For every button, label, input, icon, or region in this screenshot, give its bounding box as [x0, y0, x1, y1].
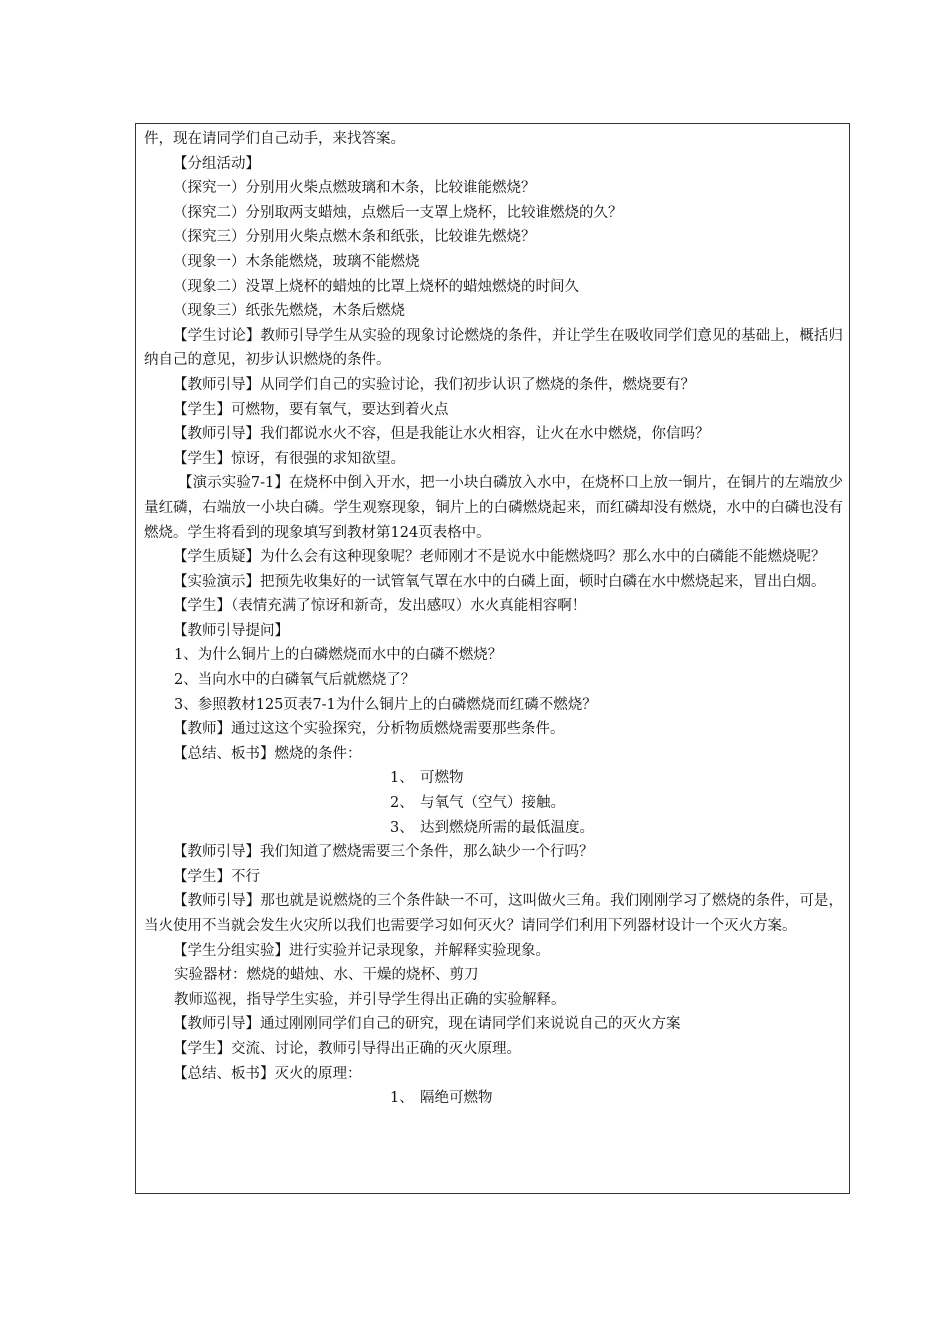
paragraph: 【教师引导】那也就是说燃烧的三个条件缺一不可，这叫做火三角。我们刚刚学习了燃烧的条件，可是，当火使用不当就会发生火灾所以我们也需要学习如何灭火？请同学们利用下列器材设计一个灭火方案。 — [144, 893, 843, 934]
text-line: 【学生】（表情充满了惊讶和新奇，发出感叹）水火真能相容啊！ — [173, 598, 587, 615]
text-line: 实验器材：燃烧的蜡烛、水、干燥的烧杯、剪刀 — [174, 967, 479, 984]
text-line: 【学生】可燃物，要有氧气，要达到着火点 — [173, 401, 449, 418]
text-line: （现象三）纸张先燃烧，木条后燃烧 — [173, 303, 405, 320]
item-number: 2、 — [390, 795, 414, 812]
item-text: 与氧气（空气）接触。 — [420, 795, 565, 812]
text-line: 【总结、板书】灭火的原理： — [173, 1065, 362, 1082]
text-line: 【分组活动】 — [173, 155, 260, 172]
item-number: 1、 — [390, 1090, 414, 1107]
item-number: 1、 — [390, 770, 414, 787]
text-line: （探究一）分别用火柴点燃玻璃和木条，比较谁能燃烧？ — [173, 180, 536, 197]
text-line: 【学生】不行 — [173, 868, 260, 885]
document-body — [144, 127, 843, 1111]
text-line: 3、参照教材125页表7-1为什么铜片上的白磷燃烧而红磷不燃烧？ — [174, 696, 597, 713]
text-line: 2、当向水中的白磷氧气后就燃烧了？ — [174, 672, 416, 689]
numbered-item — [144, 766, 843, 791]
item-text: 隔绝可燃物 — [420, 1090, 493, 1107]
text-line: 【学生】惊讶，有很强的求知欲望。 — [173, 450, 405, 467]
text-line: 【教师】通过这这个实验探究，分析物质燃烧需要那些条件。 — [173, 721, 565, 738]
text-line: （现象二）没罩上烧杯的蜡烛的比罩上烧杯的蜡烛燃烧的时间久 — [173, 278, 579, 295]
text-line: 【学生分组实验】进行实验并记录现象，并解释实验现象。 — [173, 942, 550, 959]
numbered-item — [144, 791, 843, 816]
item-number: 3、 — [390, 819, 414, 836]
numbered-item — [144, 1086, 843, 1111]
text-line: 【学生】交流、讨论，教师引导得出正确的灭火原理。 — [173, 1040, 521, 1057]
text-line: （探究二）分别取两支蜡烛，点燃后一支罩上烧杯，比较谁燃烧的久？ — [173, 204, 623, 221]
text-line: 【教师引导】从同学们自己的实验讨论，我们初步认识了燃烧的条件，燃烧要有？ — [173, 376, 695, 393]
text-line: 【总结、板书】燃烧的条件： — [173, 745, 362, 762]
paragraph: 【实验演示】把预先收集好的一试管氧气罩在水中的白磷上面，顿时白磷在水中燃烧起来，冒出白烟。 — [173, 573, 826, 590]
text-line: （现象一）木条能燃烧，玻璃不能燃烧 — [173, 253, 420, 270]
text-line: 1、为什么铜片上的白磷燃烧而水中的白磷不燃烧？ — [174, 647, 503, 664]
item-text: 可燃物 — [420, 770, 464, 787]
text-line: 件，现在请同学们自己动手，来找答案。 — [144, 131, 405, 147]
paragraph: 【演示实验7-1】在烧杯中倒入开水，把一小块白磷放入水中，在烧杯口上放一铜片，在铜片的左端放少量红磷，右端放一小块白磷。学生观察现象，铜片上的白磷燃烧起来，而红磷却没有燃烧，水中的白磷也没有燃烧。学生将看到的现象填写到教材第124页表格中。 — [144, 475, 843, 541]
paragraph: 【学生质疑】为什么会有这种现象呢？老师刚才不是说水中能燃烧吗？那么水中的白磷能不能燃烧呢？ — [173, 549, 826, 566]
text-line: （探究三）分别用火柴点燃木条和纸张，比较谁先燃烧？ — [173, 229, 536, 246]
paragraph: 【学生讨论】教师引导学生从实验的现象讨论燃烧的条件，并让学生在吸收同学们意见的基础上，概括归纳自己的意见，初步认识燃烧的条件。 — [144, 327, 843, 369]
numbered-item — [144, 816, 843, 841]
text-line: 【教师引导】通过刚刚同学们自己的研究，现在请同学们来说说自己的灭火方案 — [173, 1016, 681, 1033]
text-line: 【教师引导】我们都说水火不容，但是我能让水火相容，让火在水中燃烧，你信吗？ — [173, 426, 710, 443]
text-line: 教师巡视，指导学生实验，并引导学生得出正确的实验解释。 — [174, 991, 566, 1008]
text-line: 【教师引导】我们知道了燃烧需要三个条件，那么缺少一个行吗？ — [173, 844, 594, 861]
document-table-cell — [135, 123, 850, 1194]
item-text: 达到燃烧所需的最低温度。 — [420, 819, 594, 836]
text-line: 【教师引导提问】 — [173, 622, 289, 639]
